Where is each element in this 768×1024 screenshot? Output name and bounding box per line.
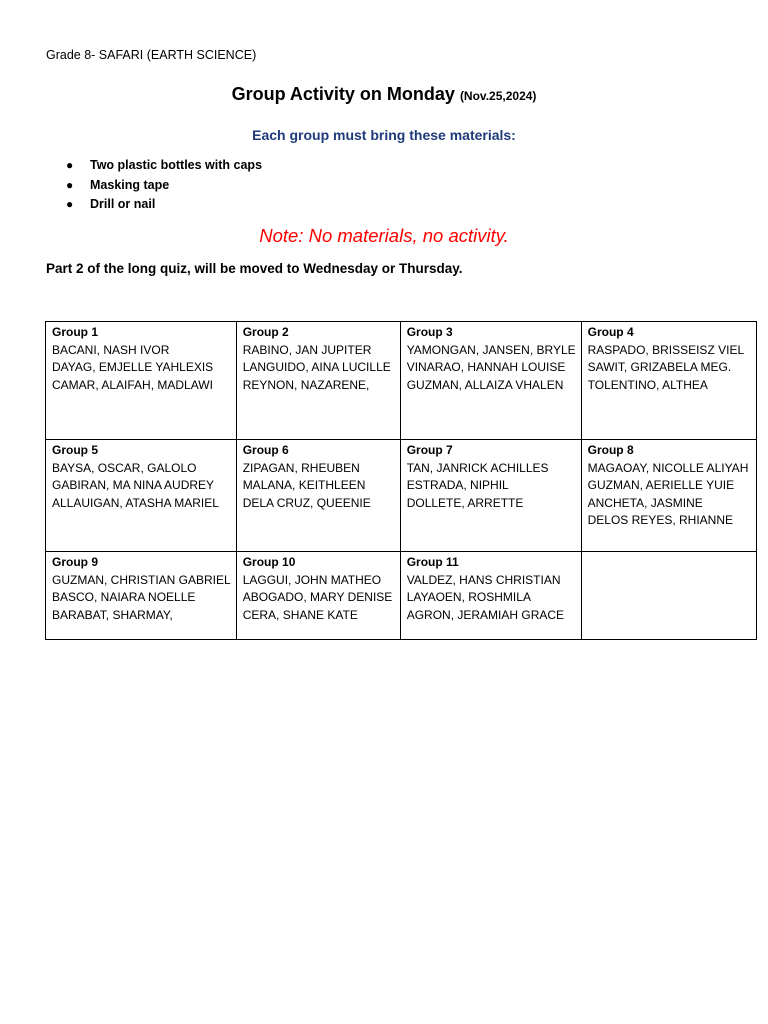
group-member: RASPADO, BRISSEISZ VIEL [587,342,745,357]
page-title [0,84,768,105]
group-member: GUZMAN, ALLAIZA VHALEN [406,377,564,392]
group-name: Group 2 [242,325,289,339]
bullet-icon: ● [66,158,74,172]
list-item [66,195,262,215]
group-cell [581,322,756,440]
note-text: Note: No materials, no activity. [259,225,509,246]
group-member: RABINO, JAN JUPITER [242,342,372,357]
materials-heading: Each group must bring these materials: [252,127,516,143]
bullet-icon: ● [66,177,74,192]
group-member: CAMAR, ALAIFAH, MADLAWI [52,377,213,392]
group-cell [236,322,400,440]
group-name: Group 8 [587,443,634,457]
group-member: ANCHETA, JASMINE [587,495,703,510]
table-row [46,322,757,440]
group-name: Group 7 [406,443,453,457]
group-member: YAMONGAN, JANSEN, BRYLE [406,342,576,357]
group-member: BAYSA, OSCAR, GALOLO [52,460,197,475]
group-cell [46,440,237,552]
group-member: LANGUIDO, AINA LUCILLE [242,360,391,374]
group-member: REYNON, NAZARENE, [242,377,370,392]
group-member: GABIRAN, MA NINA AUDREY [52,478,215,492]
group-cell [400,322,581,440]
group-cell [236,552,400,640]
table-row [46,552,757,640]
group-member: ABOGADO, MARY DENISE [242,590,393,604]
bullet-icon: ● [66,197,74,211]
group-cell [236,440,400,552]
group-member: DOLLETE, ARRETTE [406,495,524,510]
group-cell [46,322,237,440]
group-cell [46,552,237,640]
group-member: TAN, JANRICK ACHILLES [406,460,549,475]
group-member: CERA, SHANE KATE [242,607,358,622]
group-cell [581,440,756,552]
group-name: Group 11 [406,555,459,569]
group-member: GUZMAN, AERIELLE YUIE [587,478,735,492]
group-member: MAGAOAY, NICOLLE ALIYAH [587,460,749,475]
group-member: DELOS REYES, RHIANNE [587,513,733,527]
list-item [66,156,262,176]
material-label: Masking tape [90,177,170,192]
group-member: SAWIT, GRIZABELA MEG. [587,360,732,374]
quiz-notice: Part 2 of the long quiz, will be moved to Wednesday or Thursday. [46,261,463,276]
group-member: TOLENTINO, ALTHEA [587,377,708,392]
group-name: Group 6 [242,443,289,457]
group-name: Group 10 [242,555,296,569]
groups-table [45,321,757,640]
list-item [66,176,262,196]
title-main: Group Activity on Monday [231,84,455,104]
group-member: ZIPAGAN, RHEUBEN [242,460,360,475]
group-member: DELA CRUZ, QUEENIE [242,495,371,510]
group-member: LAGGUI, JOHN MATHEO [242,572,382,587]
group-member: VALDEZ, HANS CHRISTIAN [406,572,561,587]
group-member: DAYAG, EMJELLE YAHLEXIS [52,360,214,374]
group-name: Group 4 [587,325,634,339]
group-member: BARABAT, SHARMAY, [52,607,173,622]
group-cell [400,552,581,640]
group-name: Group 9 [52,555,99,569]
group-member: GUZMAN, CHRISTIAN GABRIEL [52,572,231,587]
materials-list [66,156,262,215]
group-member: ALLAUIGAN, ATASHA MARIEL [52,495,219,510]
title-date: (Nov.25,2024) [459,89,537,103]
group-name: Group 5 [52,443,99,457]
table-row [46,440,757,552]
group-member: LAYAOEN, ROSHMILA [406,590,531,604]
group-member: ESTRADA, NIPHIL [406,478,509,492]
groups-table-body [46,322,757,640]
group-name: Group 1 [52,325,99,339]
material-label: Two plastic bottles with caps [90,158,263,172]
grade-line: Grade 8- SAFARI (EARTH SCIENCE) [46,48,257,62]
group-member: BASCO, NAIARA NOELLE [52,590,196,604]
group-member: VINARAO, HANNAH LOUISE [406,360,566,374]
group-cell [400,440,581,552]
group-member: MALANA, KEITHLEEN [242,478,366,492]
material-label: Drill or nail [90,197,156,211]
group-member: AGRON, JERAMIAH GRACE [406,607,565,622]
group-cell [581,552,756,640]
group-name: Group 3 [406,325,453,339]
group-member: BACANI, NASH IVOR [52,342,170,357]
